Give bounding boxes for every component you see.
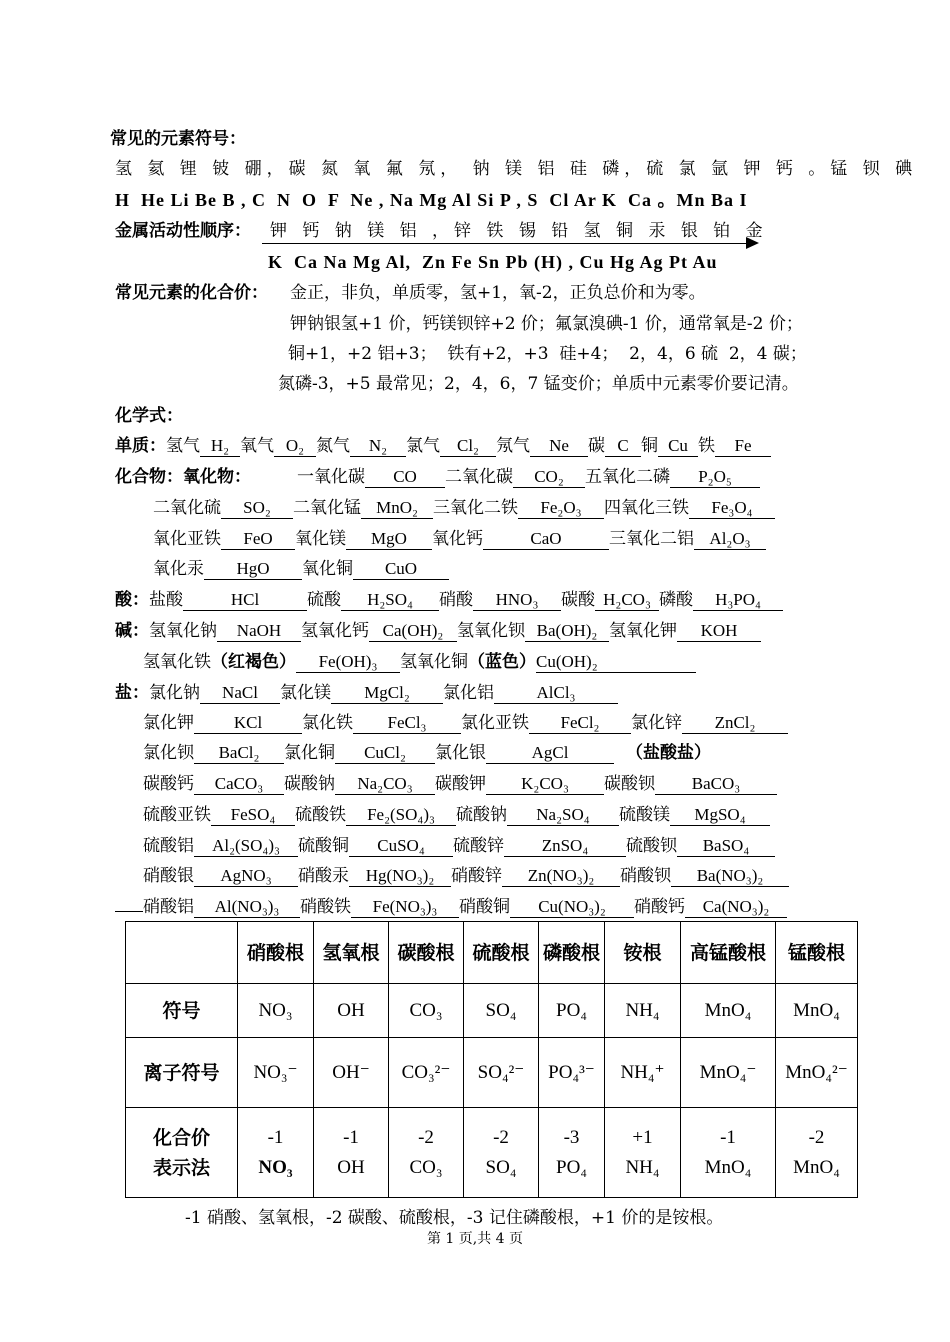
hcl-salt-note: （盐酸盐） <box>626 743 711 763</box>
formula-title: 化学式： <box>115 406 183 426</box>
oxide-name: 二氧化锰 <box>293 498 361 518</box>
acid-name: 硝酸 <box>439 590 473 610</box>
salt-formula: Hg(NO₃)₂ <box>349 866 451 887</box>
valence-cell <box>681 1108 776 1198</box>
salt-formula: K₂CO₃ <box>486 774 604 795</box>
salt-formula: Ba(NO₃)₂ <box>671 866 789 887</box>
salt-formula: Al₂(SO₄)₃ <box>194 836 298 857</box>
metal-activity-label: 金属活动性顺序： <box>115 221 251 241</box>
simple-name: 氖气 <box>496 436 530 456</box>
base-formula: Ba(OH)₂ <box>525 621 609 642</box>
salt-formula: Na₂CO₃ <box>335 774 435 795</box>
acid-name: 盐酸 <box>149 590 183 610</box>
salt-name: 硝酸锌 <box>451 866 502 886</box>
acid-label: 酸： <box>115 590 149 610</box>
salt-formula: BaCl₂ <box>194 743 284 764</box>
acid-name: 硫酸 <box>307 590 341 610</box>
acid-name: 磷酸 <box>659 590 693 610</box>
salt-name: 氯化锌 <box>631 713 682 733</box>
salts-row-4 <box>143 773 777 795</box>
oxide-formula: CaO <box>483 529 609 550</box>
salt-formula: ZnCl₂ <box>682 713 788 734</box>
simple-formula: O₂ <box>274 436 316 457</box>
ion-cell: OH⁻ <box>314 1038 389 1108</box>
valence-group: MnO₄ <box>793 1156 840 1178</box>
symbol-cell: CO₃ <box>389 984 464 1038</box>
salt-formula: CaCO₃ <box>194 774 284 795</box>
compound-label: 化合物：氧化物： <box>115 467 251 487</box>
symbol-cell: PO₄ <box>539 984 605 1038</box>
base-name: 氢氧化钾 <box>609 621 677 641</box>
elements-chinese-names: 氢 氦 锂 铍 硼，碳 氮 氧 氟 氖， 钠 镁 铝 硅 磷，硫 氯 氩 钾 钙 。锰 钡 碘 <box>115 159 918 179</box>
salt-name: 硝酸汞 <box>298 866 349 886</box>
symbol-cell: SO₄ <box>464 984 539 1038</box>
valence-group: MnO₄ <box>704 1156 752 1178</box>
salts-row-5 <box>143 804 770 826</box>
salt-name: 硝酸铁 <box>300 897 351 917</box>
acid-formula: HCl <box>183 590 307 611</box>
salt-formula: MgSO₄ <box>670 805 770 826</box>
valence-cell <box>605 1108 681 1198</box>
salt-formula: Zn(NO₃)₂ <box>502 866 620 887</box>
page-footer: 第 1 页,共 4 页 <box>426 1231 524 1247</box>
salt-name: 氯化镁 <box>280 683 331 703</box>
row-label-valence <box>126 1108 238 1198</box>
row-lead-underline <box>115 911 143 912</box>
simple-formula: Ne <box>530 436 588 457</box>
ion-table-symbol-row <box>126 984 858 1038</box>
salt-formula: AgNO₃ <box>194 866 298 887</box>
oxide-formula: Fe₃O₄ <box>689 498 775 519</box>
salt-formula: FeSO₄ <box>211 805 295 826</box>
simple-formula: N₂ <box>350 436 406 457</box>
valence-group: SO₄ <box>485 1156 517 1178</box>
ion-table-ion-row <box>126 1038 858 1108</box>
header-hydroxide: 氢氧根 <box>314 922 389 984</box>
valence-line-4: 氮磷-3，+5 最常见；2，4，6，7 锰变价；单质中元素零价要记清。 <box>278 374 799 394</box>
oxide-name: 三氧化二铁 <box>433 498 518 518</box>
salt-formula: FeCl₂ <box>529 713 631 734</box>
salt-formula: Fe₂(SO₄)₃ <box>346 805 456 826</box>
salt-name: 碳酸钙 <box>143 774 194 794</box>
oxide-name: 氧化钙 <box>432 529 483 549</box>
oxide-name: 氧化铜 <box>302 559 353 579</box>
salt-formula: NaCl <box>200 683 280 704</box>
header-manganate: 锰酸根 <box>776 922 858 984</box>
valence-cell <box>776 1108 858 1198</box>
valence-line-2: 钾钠银氢+1 价，钙镁钡锌+2 价；氟氯溴碘-1 价，通常氧是-2 价； <box>290 314 803 334</box>
symbol-cell: MnO₄ <box>776 984 858 1038</box>
salt-name: 硫酸镁 <box>619 805 670 825</box>
salts-row-6 <box>143 835 775 857</box>
salt-name: 氯化钠 <box>149 683 200 703</box>
base-name: 氢氧化铜 <box>400 652 468 672</box>
header-sulfate: 硫酸根 <box>464 922 539 984</box>
salt-name: 硝酸钡 <box>620 866 671 886</box>
salts-row-8 <box>115 896 787 918</box>
salt-name: 氯化铝 <box>443 683 494 703</box>
oxide-name: 氧化汞 <box>153 559 204 579</box>
base-formula: Fe(OH)₃ <box>296 652 400 673</box>
bases-row-2 <box>143 651 696 673</box>
oxide-formula: P₂O₅ <box>670 467 760 488</box>
valence-group: PO₄ <box>556 1156 587 1178</box>
salt-formula: KCl <box>194 713 302 734</box>
salt-label: 盐： <box>115 683 149 703</box>
salt-name: 硫酸亚铁 <box>143 805 211 825</box>
header-permanganate: 高锰酸根 <box>681 922 776 984</box>
simple-name: 氮气 <box>316 436 350 456</box>
valence-line-3: 铜+1，+2 铝+3； 铁有+2，+3 硅+4； 2，4，6 硫 2，4 碳； <box>288 344 807 364</box>
oxide-formula: SO₂ <box>221 498 293 519</box>
oxide-formula: Al₂O₃ <box>694 529 766 550</box>
valence-cell <box>464 1108 539 1198</box>
base-formula: Ca(OH)₂ <box>369 621 457 642</box>
oxide-name: 氧化亚铁 <box>153 529 221 549</box>
salt-formula: AlCl₃ <box>494 683 618 704</box>
oxide-formula: CuO <box>353 559 449 580</box>
salt-name: 硝酸铜 <box>459 897 510 917</box>
valence-value: +1 <box>632 1126 653 1148</box>
base-name: 氢氧化钠 <box>149 621 217 641</box>
header-ammonium: 铵根 <box>605 922 681 984</box>
salt-formula: MgCl₂ <box>331 683 443 704</box>
row-label-valence-line: 化合价 <box>152 1126 210 1149</box>
ion-cell: SO₄²⁻ <box>464 1038 539 1108</box>
ion-cell: NH₄⁺ <box>605 1038 681 1108</box>
oxide-name: 四氧化三铁 <box>604 498 689 518</box>
oxide-formula: FeO <box>221 529 295 550</box>
salt-name: 硝酸铝 <box>143 897 194 917</box>
ion-table-valence-row <box>126 1108 858 1198</box>
acid-name: 碳酸 <box>561 590 595 610</box>
ion-cell: CO₃²⁻ <box>389 1038 464 1108</box>
oxide-formula: MnO₂ <box>361 498 433 519</box>
oxide-formula: HgO <box>204 559 302 580</box>
ion-table <box>125 921 858 1198</box>
activity-arrow-line <box>262 243 750 244</box>
salt-name: 硫酸钠 <box>456 805 507 825</box>
valence-value: -1 <box>267 1126 284 1148</box>
valence-group: NH₄ <box>625 1156 660 1178</box>
valence-cell <box>314 1108 389 1198</box>
valence-cell <box>238 1108 314 1198</box>
simple-name: 铜 <box>641 436 658 456</box>
simple-formula: H₂ <box>200 436 240 457</box>
salt-formula: Fe(NO₃)₃ <box>351 897 459 918</box>
oxide-name: 氧化镁 <box>295 529 346 549</box>
ion-cell: NO₃⁻ <box>238 1038 314 1108</box>
table-corner-cell <box>126 922 238 984</box>
ion-cell: MnO₄⁻ <box>681 1038 776 1108</box>
ion-table-header-row <box>126 922 858 984</box>
salt-name: 碳酸钡 <box>604 774 655 794</box>
simple-name: 氯气 <box>406 436 440 456</box>
salt-name: 硫酸锌 <box>453 836 504 856</box>
salt-formula: BaSO₄ <box>677 836 775 857</box>
salt-name: 硝酸钙 <box>634 897 685 917</box>
ion-cell: PO₄³⁻ <box>539 1038 605 1108</box>
header-carbonate: 碳酸根 <box>389 922 464 984</box>
salt-name: 硫酸铜 <box>298 836 349 856</box>
oxides-row-4 <box>153 558 449 580</box>
valence-value: -1 <box>720 1126 736 1148</box>
row-label-ion: 离子符号 <box>126 1038 238 1108</box>
row-label-symbol: 符号 <box>126 984 238 1038</box>
acid-formula: H₂CO₃ <box>595 590 659 611</box>
bases-row-1 <box>115 620 761 642</box>
salt-formula: BaCO₃ <box>655 774 777 795</box>
salt-formula: ZnSO₄ <box>504 836 626 857</box>
simple-name: 氧气 <box>240 436 274 456</box>
valence-group: NO₃ <box>258 1156 293 1178</box>
valence-cell <box>539 1108 605 1198</box>
salt-formula: Ca(NO₃)₂ <box>685 897 787 918</box>
valence-value: -2 <box>493 1126 509 1148</box>
acids-row <box>115 589 783 611</box>
valence-group: CO₃ <box>409 1156 443 1178</box>
salts-row-1 <box>115 682 618 704</box>
base-name: 氢氧化钙 <box>301 621 369 641</box>
salt-name: 氯化铁 <box>302 713 353 733</box>
salt-formula: CuSO₄ <box>349 836 453 857</box>
oxide-formula: Fe₂O₃ <box>518 498 604 519</box>
salt-formula: Cu(NO₃)₂ <box>510 897 634 918</box>
simple-substances-row <box>115 435 771 457</box>
acid-formula: HNO₃ <box>473 590 561 611</box>
base-formula: NaOH <box>217 621 301 642</box>
salt-name: 氯化钡 <box>143 743 194 763</box>
symbol-cell: NH₄ <box>605 984 681 1038</box>
header-phosphate: 磷酸根 <box>539 922 605 984</box>
metal-activity-symbols: K Ca Na Mg Al, Zn Fe Sn Pb (H) , Cu Hg Ag Pt Au <box>268 252 718 272</box>
salt-formula: CuCl₂ <box>335 743 435 764</box>
salt-name: 氯化铜 <box>284 743 335 763</box>
salt-name: 硝酸银 <box>143 866 194 886</box>
base-name: 氢氧化铁 <box>143 652 211 672</box>
base-name: 氢氧化钡 <box>457 621 525 641</box>
salt-name: 碳酸钾 <box>435 774 486 794</box>
valence-cell <box>389 1108 464 1198</box>
base-color-note: （蓝色） <box>468 652 536 672</box>
simple-label: 单质： <box>115 436 166 456</box>
valence-value: -2 <box>418 1126 434 1148</box>
ion-cell: MnO₄²⁻ <box>776 1038 858 1108</box>
salt-formula: AgCl <box>486 743 614 764</box>
salt-name: 氯化钾 <box>143 713 194 733</box>
elements-symbols: H He Li Be B , C N O F Ne , Na Mg Al Si P , S Cl Ar K Ca 。Mn Ba I <box>115 190 748 210</box>
valence-line-1: 金正，非负，单质零，氢+1，氧-2，正负总价和为零。 <box>290 283 706 303</box>
salts-row-3 <box>143 742 711 764</box>
base-label: 碱： <box>115 621 149 641</box>
oxide-formula: MgO <box>346 529 432 550</box>
salt-name: 氯化亚铁 <box>461 713 529 733</box>
salt-formula: FeCl₃ <box>353 713 461 734</box>
oxide-name: 三氧化二铝 <box>609 529 694 549</box>
valence-value: -3 <box>563 1126 580 1148</box>
simple-formula: Cu <box>658 436 698 457</box>
row-label-valence-line: 表示法 <box>152 1156 210 1179</box>
simple-formula: C <box>605 436 641 457</box>
symbol-cell: OH <box>314 984 389 1038</box>
base-color-note: （红褐色） <box>211 652 296 672</box>
oxide-name: 二氧化硫 <box>153 498 221 518</box>
salt-name: 氯化银 <box>435 743 486 763</box>
header-nitrate: 硝酸根 <box>238 922 314 984</box>
simple-formula: Cl₂ <box>440 436 496 457</box>
oxide-name: 一氧化碳 <box>297 467 365 487</box>
valence-value: -2 <box>808 1126 825 1148</box>
salt-formula: Al(NO₃)₃ <box>194 897 300 918</box>
salts-row-7 <box>143 865 789 887</box>
section-element-symbols-title: 常见的元素符号： <box>110 129 246 149</box>
metal-activity-chinese: 钾 钙 钠 镁 铝 ，锌 铁 锡 铅 氢 铜 汞 银 铂 金 <box>270 221 768 241</box>
salts-row-2 <box>143 712 788 734</box>
symbol-cell: NO₃ <box>238 984 314 1038</box>
oxides-row-2 <box>153 497 775 519</box>
salt-name: 硫酸钡 <box>626 836 677 856</box>
oxides-row-1 <box>115 466 760 488</box>
salt-formula: Na₂SO₄ <box>507 805 619 826</box>
oxides-row-3 <box>153 528 766 550</box>
oxide-name: 五氧化二磷 <box>585 467 670 487</box>
salt-name: 碳酸钠 <box>284 774 335 794</box>
simple-name: 碳 <box>588 436 605 456</box>
valence-group: OH <box>337 1156 365 1178</box>
oxide-formula: CO₂ <box>513 467 585 488</box>
simple-name: 铁 <box>698 436 715 456</box>
base-formula: Cu(OH)₂ <box>536 652 696 673</box>
oxide-formula: CO <box>365 467 445 488</box>
activity-arrow-head-icon <box>746 237 759 249</box>
symbol-cell: MnO₄ <box>681 984 776 1038</box>
simple-formula: Fe <box>715 436 771 457</box>
salt-name: 硫酸铝 <box>143 836 194 856</box>
valence-label: 常见元素的化合价： <box>115 283 268 303</box>
acid-formula: H₂SO₄ <box>341 590 439 611</box>
valence-mnemonic: -1 硝酸、氢氧根，-2 碳酸、硫酸根，-3 记住磷酸根，+1 价的是铵根。 <box>185 1208 724 1228</box>
salt-name: 硫酸铁 <box>295 805 346 825</box>
simple-name: 氢气 <box>166 436 200 456</box>
valence-value: -1 <box>343 1126 359 1148</box>
acid-formula: H₃PO₄ <box>693 590 783 611</box>
base-formula: KOH <box>677 621 761 642</box>
oxide-name: 二氧化碳 <box>445 467 513 487</box>
